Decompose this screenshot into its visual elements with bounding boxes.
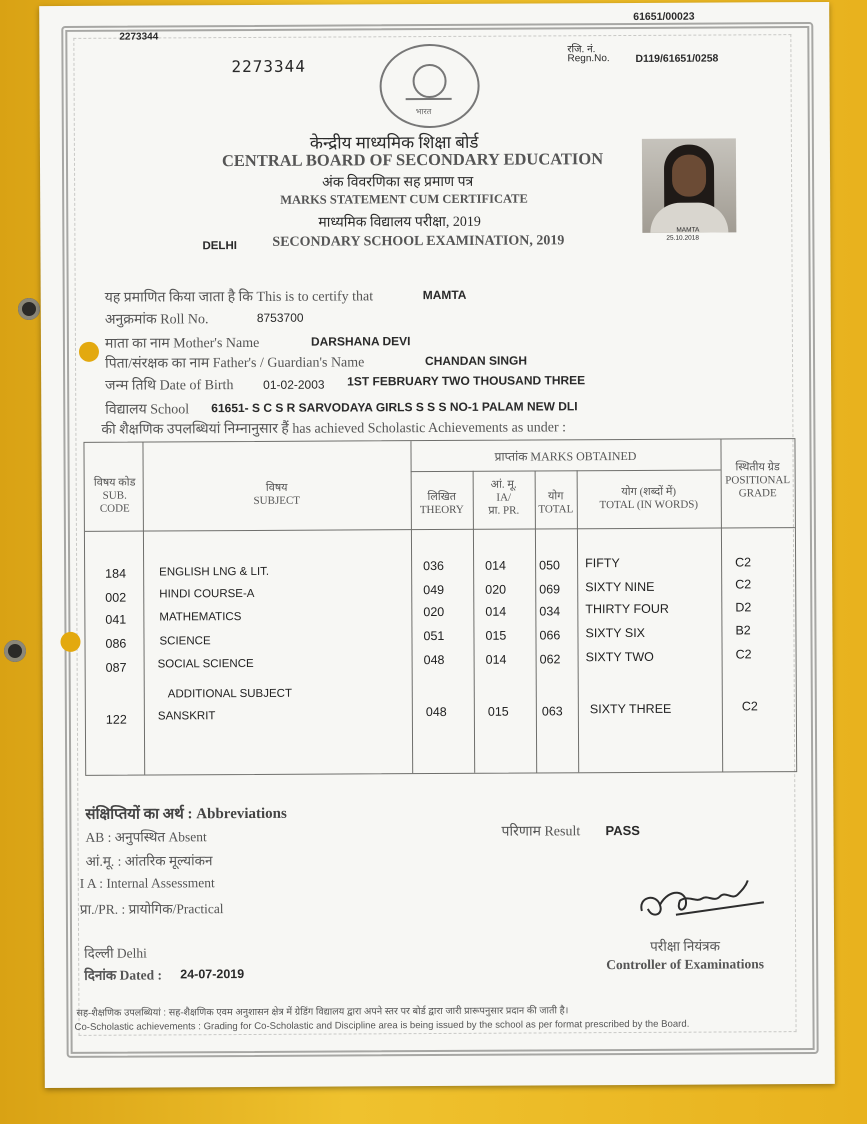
header-total-in-words: योग (शब्दों में) TOTAL (IN WORDS) <box>599 485 699 512</box>
total-marks: 050 <box>539 558 561 573</box>
ia-marks: 014 <box>485 652 507 667</box>
total-in-words: SIXTY THREE <box>589 701 672 717</box>
issue-date: 24-07-2019 <box>180 967 245 982</box>
certificate-title-hindi: अंक विवरणिका सह प्रमाण पत्र <box>322 174 474 191</box>
total-marks: 063 <box>541 704 563 719</box>
theory-marks: 049 <box>423 582 445 598</box>
sub-code: 041 <box>105 612 127 627</box>
co-scholastic-note-hindi: सह-शैक्षणिक उपलब्धियां : सह-शैक्षणिक एवम अनुशासन क्षेत्र में ग्रेडिंग विद्यालय द्वारा अपने स्तर पर बोर्ड द्वारा जारी प्रारूपनुसार प्रदान की जाती है। <box>76 1005 569 1019</box>
header-theory: लिखित THEORY <box>419 490 464 517</box>
sub-code: 002 <box>105 590 127 605</box>
marks-certificate <box>39 2 835 1088</box>
dob-in-words: 1ST FEBRUARY TWO THOUSAND THREE <box>347 373 586 389</box>
marks-table <box>83 438 797 776</box>
controller-title-hindi: परीक्षा नियंत्रक <box>650 938 721 954</box>
total-in-words: SIXTY TWO <box>585 649 654 665</box>
regn-label-en: Regn.No. <box>567 53 610 65</box>
total-marks: 062 <box>539 652 561 667</box>
theory-marks: 051 <box>423 628 445 644</box>
total-in-words: THIRTY FOUR <box>585 601 669 617</box>
abbreviations-title: संक्षिप्तियों का अर्थ : Abbreviations <box>85 805 287 823</box>
sub-code: 087 <box>105 660 127 675</box>
co-scholastic-note: Co-Scholastic achievements : Grading for Co-Scholastic and Discipline area is being issued by the school as per format prescribed by the Board. <box>74 1018 690 1033</box>
folder-punch-hole <box>18 298 40 320</box>
result-label: परिणाम Result <box>501 824 581 840</box>
board-title-hindi: केन्द्रीय माध्यमिक शिक्षा बोर्ड <box>309 132 479 153</box>
board-title: CENTRAL BOARD OF SECONDARY EDUCATION <box>221 149 604 171</box>
student-photo <box>642 138 736 232</box>
seal-text: भारत <box>415 107 432 117</box>
serial-number-box: 2273344 <box>231 56 306 77</box>
folder-punch-hole <box>4 640 26 662</box>
header-internal-assessment: आं. मू. IA/ प्रा. PR. <box>488 478 520 517</box>
certify-label: यह प्रमाणित किया जाता है कि This is to certify that <box>104 289 374 306</box>
header-subject: विषय SUBJECT <box>253 481 301 507</box>
exam-title-hindi: माध्यमिक विद्यालय परीक्षा, 2019 <box>318 214 481 231</box>
grade: B2 <box>735 623 751 638</box>
date-of-birth: 01-02-2003 <box>263 377 325 392</box>
header-sub-code: विषय कोड SUB. CODE <box>93 476 136 515</box>
paper-punch-hole <box>79 342 99 362</box>
photo-name: MAMTA <box>676 226 700 234</box>
subject-name: ENGLISH LNG & LIT. <box>159 565 270 579</box>
header-marks-obtained: प्राप्तांक MARKS OBTAINED <box>494 448 637 464</box>
date-label: दिनांक Dated : <box>84 967 163 983</box>
photo-date: 25.10.2018 <box>666 234 699 242</box>
sub-code: 122 <box>105 712 127 727</box>
abbreviation-ab: AB : अनुपस्थित Absent <box>85 829 207 845</box>
total-marks: 066 <box>539 628 561 643</box>
ia-marks: 014 <box>485 558 507 573</box>
roll-label: अनुक्रमांक Roll No. <box>104 312 209 328</box>
ia-marks: 014 <box>485 604 507 619</box>
header-total: योग TOTAL <box>538 490 574 516</box>
grade: C2 <box>735 555 752 570</box>
controller-signature <box>636 876 766 925</box>
abbreviation-ia: I A : Internal Assessment <box>79 875 215 891</box>
subject-name: SANSKRIT <box>157 710 216 723</box>
region-label: DELHI <box>202 240 237 253</box>
theory-marks: 036 <box>423 558 445 574</box>
sub-code: 086 <box>105 636 127 651</box>
serial-top-left: 2273344 <box>119 31 159 43</box>
student-name: MAMTA <box>422 287 467 303</box>
total-marks: 069 <box>539 582 561 597</box>
paper-punch-hole <box>60 632 80 652</box>
certificate-title: MARKS STATEMENT CUM CERTIFICATE <box>280 191 528 207</box>
ia-marks: 020 <box>485 582 507 597</box>
total-marks: 034 <box>539 604 561 619</box>
subject-name: SCIENCE <box>159 635 211 648</box>
abbreviation-am: आं.मू. : आंतरिक मूल्यांकन <box>85 853 213 869</box>
sun-emblem-icon <box>412 64 446 98</box>
subject-name: HINDI COURSE-A <box>159 587 255 601</box>
total-in-words: SIXTY SIX <box>585 625 646 641</box>
cbse-seal-emblem <box>379 44 479 129</box>
grade: D2 <box>735 600 752 615</box>
ia-marks: 015 <box>485 628 507 643</box>
result-value: PASS <box>605 822 640 839</box>
mother-name: DARSHANA DEVI <box>310 334 411 349</box>
controller-title: Controller of Examinations <box>606 956 765 973</box>
total-in-words: SIXTY NINE <box>585 579 655 595</box>
exam-title: SECONDARY SCHOOL EXAMINATION, 2019 <box>272 233 565 250</box>
grade: C2 <box>735 647 752 662</box>
abbreviation-pr: प्रा./PR. : प्रायोगिक/Practical <box>79 901 224 917</box>
father-name: CHANDAN SINGH <box>425 353 528 369</box>
additional-subject-label: ADDITIONAL SUBJECT <box>167 687 292 701</box>
school-label: विद्यालय School <box>105 402 190 418</box>
header-positional-grade: स्थितीय ग्रेड POSITIONAL GRADE <box>725 461 791 500</box>
subject-name: SOCIAL SCIENCE <box>157 657 254 671</box>
school-name: 61651- S C S R SARVODAYA GIRLS S S S NO-1 PALAM NEW DLI <box>211 399 578 416</box>
mother-label: माता का नाम Mother's Name <box>104 335 260 352</box>
total-in-words: FIFTY <box>585 556 620 571</box>
roll-number: 8753700 <box>256 310 304 325</box>
regn-number: D119/61651/0258 <box>635 52 719 65</box>
father-label: पिता/संरक्षक का नाम Father's / Guardian's Name <box>105 355 365 372</box>
sub-code: 184 <box>105 566 127 581</box>
dob-label: जन्म तिथि Date of Birth <box>105 378 234 394</box>
grade: C2 <box>741 699 758 714</box>
grade: C2 <box>735 577 752 592</box>
serial-top-right: 61651/00023 <box>633 10 695 23</box>
theory-marks: 048 <box>425 704 447 720</box>
subject-name: MATHEMATICS <box>159 611 242 624</box>
ia-marks: 015 <box>487 704 509 719</box>
theory-marks: 020 <box>423 604 445 620</box>
regn-label-hi: रजि. नं. <box>567 44 596 56</box>
theory-marks: 048 <box>423 652 445 668</box>
place-label: दिल्ली Delhi <box>84 945 147 961</box>
achievements-statement: की शैक्षणिक उपलब्धियां निम्नानुसार हैं has achieved Scholastic Achievements as under : <box>101 420 567 438</box>
